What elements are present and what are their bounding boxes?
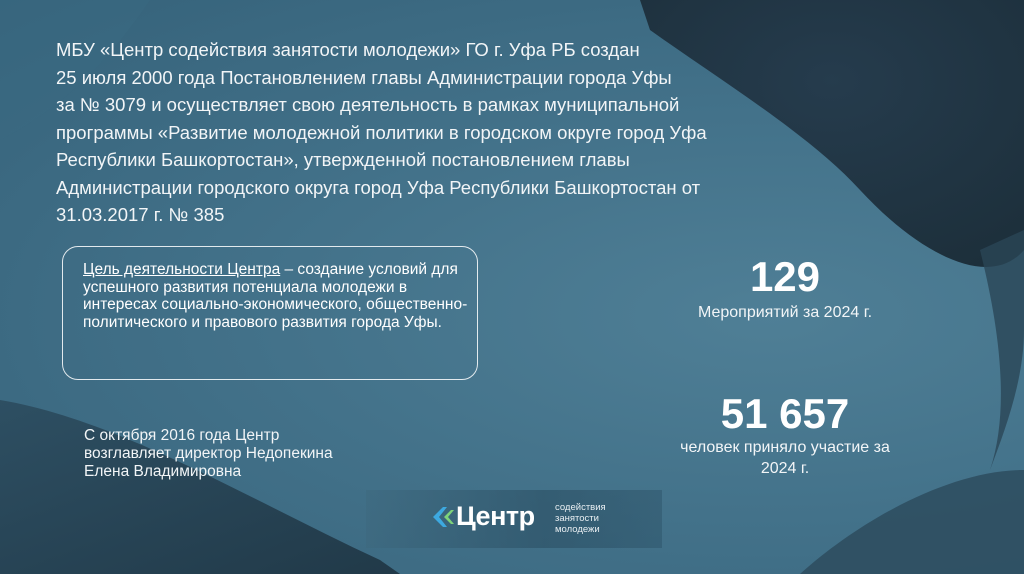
events-label: Мероприятий за 2024 г. xyxy=(697,304,873,321)
director-line: С октября 2016 года Центр xyxy=(84,427,280,444)
director-line: Елена Владимировна xyxy=(84,463,242,480)
participants-count: 51 657 xyxy=(720,390,850,437)
bottom-right-shape xyxy=(800,470,1024,574)
intro-paragraph xyxy=(56,36,886,229)
intro-line: программы «Развитие молодежной политики в городском округе город Уфа xyxy=(56,121,707,143)
intro-line: 25 июля 2000 года Постановлением главы Администрации города Уфы xyxy=(56,66,672,88)
goal-title: Цель деятельности Центра xyxy=(83,261,281,278)
intro-line: 31.03.2017 г. № 385 xyxy=(56,204,225,225)
events-count: 129 xyxy=(749,253,821,300)
goal-box xyxy=(62,246,478,380)
logo-subtitle xyxy=(555,502,645,535)
intro-line: Администрации городского округа город Уфа Республики Башкортостан от xyxy=(56,176,701,198)
right-mid-shape xyxy=(980,230,1024,470)
director-info xyxy=(84,427,444,481)
logo-wordmark: Центр xyxy=(456,501,535,531)
director-line: возглавляет директор Недопекина xyxy=(84,445,333,462)
intro-line: за № 3079 и осуществляет свою деятельность в рамках муниципальной xyxy=(56,94,680,115)
chevron-left-logo-icon xyxy=(432,505,454,529)
goal-text xyxy=(83,261,471,331)
goal-description: – создание условий для успешного развития потенциала молодежи в интересах социально-экономического, общественно-политического и правового развития города Уфы. xyxy=(83,261,468,331)
logo-bar xyxy=(366,490,662,548)
logo-subtitle-line: содействия xyxy=(555,502,606,513)
participants-stat xyxy=(640,392,930,478)
logo-subtitle-line: молодежи xyxy=(555,524,600,535)
intro-line: МБУ «Центр содействия занятости молодежи» ГО г. Уфа РБ создан xyxy=(56,39,640,60)
participants-label: человек приняло участие за xyxy=(680,439,890,456)
intro-line: Республики Башкортостан», утвержденной постановлением главы xyxy=(56,149,630,170)
events-stat xyxy=(640,255,930,322)
participants-label-year: 2024 г. xyxy=(760,460,810,477)
logo-subtitle-line: занятости xyxy=(555,513,599,524)
